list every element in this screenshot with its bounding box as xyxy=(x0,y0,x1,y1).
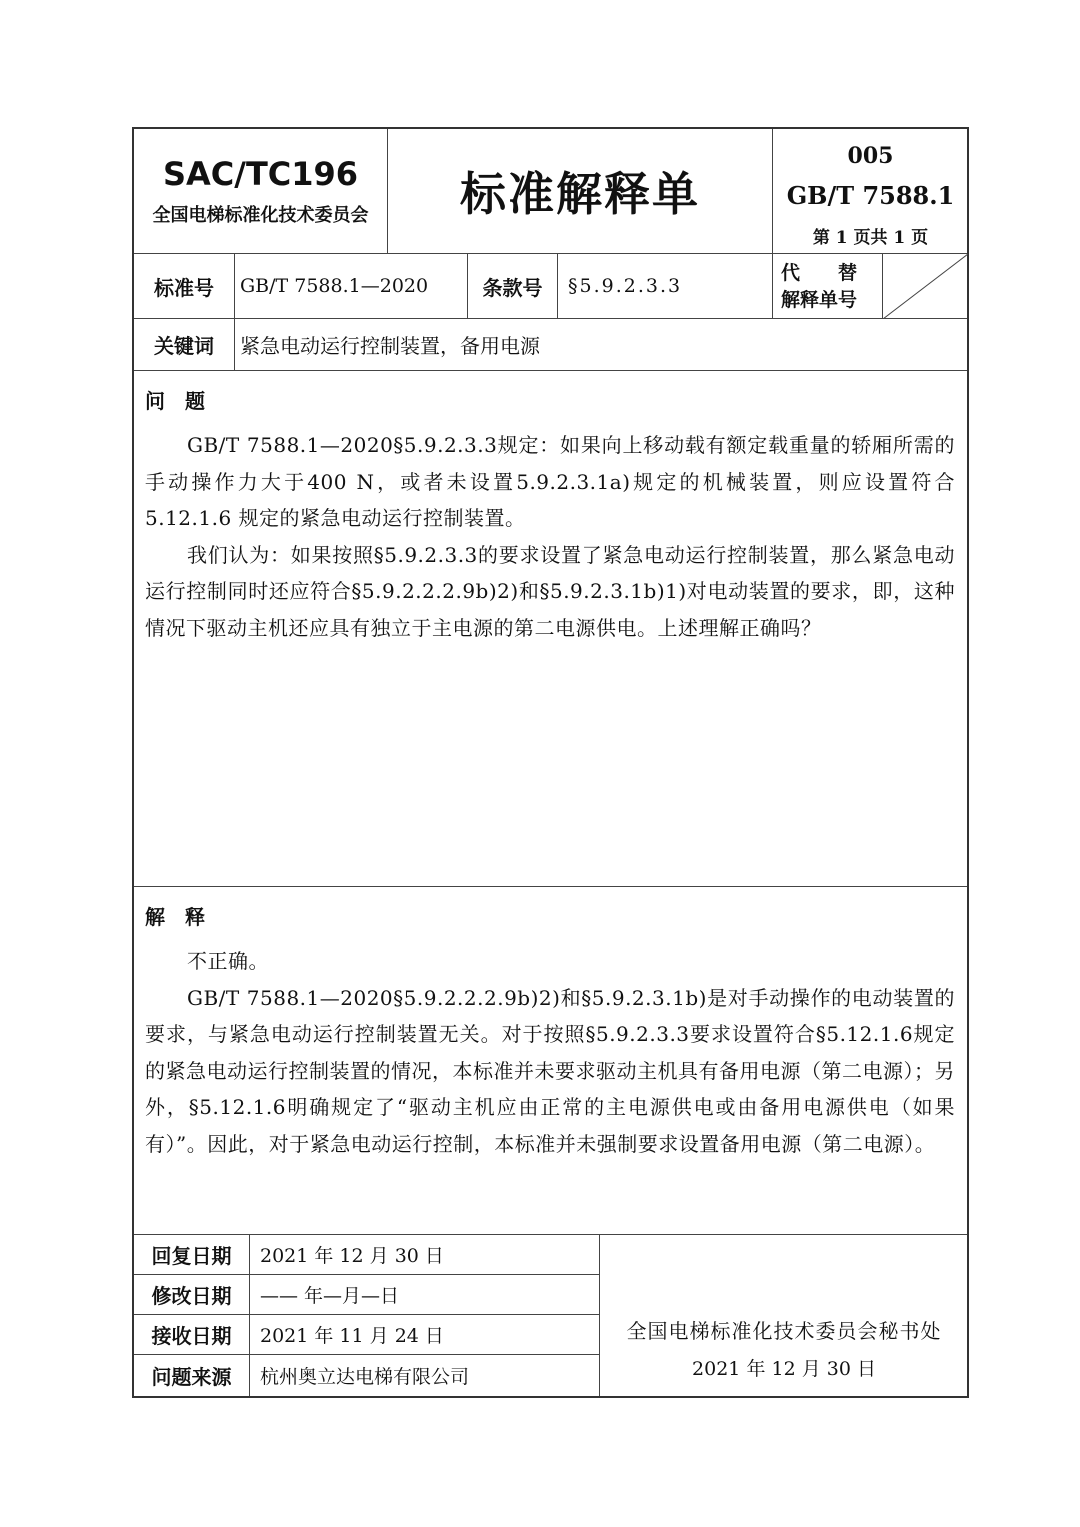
org-block xyxy=(134,129,387,253)
interpretation-form xyxy=(132,127,969,1398)
serial-number: 005 xyxy=(847,143,894,169)
receive-date-label: 接收日期 xyxy=(134,1314,249,1354)
issuer-block xyxy=(599,1234,967,1396)
question-title: 问 题 xyxy=(145,389,205,413)
replace-label-line1: 代 替 xyxy=(781,262,858,284)
replace-value xyxy=(882,253,967,318)
page-info: 第 1 页共 1 页 xyxy=(812,228,929,248)
question-section xyxy=(134,370,967,886)
form-title: 标准解释单 xyxy=(460,167,700,221)
org-name: 全国电梯标准化技术委员会 xyxy=(152,205,369,226)
standard-code: GB/T 7588.1 xyxy=(786,181,955,210)
receive-date-value: 2021 年 11 月 24 日 xyxy=(249,1314,599,1354)
source-label: 问题来源 xyxy=(134,1354,249,1396)
standard-no-value: GB/T 7588.1—2020 xyxy=(234,253,467,318)
explanation-paragraph: GB/T 7588.1—2020§5.9.2.2.2.9b)2)和§5.9.2.3.1b)是对手动操作的电动装置的要求，与紧急电动运行控制装置无关。对于按照§5.9.2.3.3要求设置符合§5.12.1.6规定的紧急电动运行控制装置的情况，本标准并未要求驱动主机具有备用电源（第二电源）；另外，§5.12.1.6明确规定了“驱动主机应由正常的主电源供电或由备用电源供电（如果有）”。因此，对于紧急电动运行控制，本标准并未强制要求设置备用电源（第二电源）。 xyxy=(145,985,955,1156)
reply-date-value: 2021 年 12 月 30 日 xyxy=(249,1234,599,1274)
explanation-paragraph: 不正确。 xyxy=(187,949,269,973)
doc-id-block xyxy=(772,129,967,253)
question-paragraph: GB/T 7588.1—2020§5.9.2.3.3规定：如果向上移动载有额定载重量的轿厢所需的手动操作力大于400 N，或者未设置5.9.2.3.1a)规定的机械装置，则应设置符合5.12.1.6 规定的紧急电动运行控制装置。 xyxy=(145,433,955,530)
source-value: 杭州奥立达电梯有限公司 xyxy=(249,1354,599,1396)
issuer-name: 全国电梯标准化技术委员会秘书处 xyxy=(626,1319,942,1343)
empty-slash xyxy=(883,254,968,319)
standard-no-label: 标准号 xyxy=(134,253,234,318)
org-code: SAC/TC196 xyxy=(162,155,359,193)
revise-date-label: 修改日期 xyxy=(134,1274,249,1314)
replace-label xyxy=(772,253,882,318)
revise-date-value: —— 年—月—日 xyxy=(249,1274,599,1314)
explanation-title: 解 释 xyxy=(145,905,205,929)
issue-date: 2021 年 12 月 30 日 xyxy=(692,1358,876,1380)
explanation-section xyxy=(134,886,967,1234)
replace-label-line2: 解释单号 xyxy=(781,289,858,311)
clause-label: 条款号 xyxy=(467,253,557,318)
clause-value: §5.9.2.3.3 xyxy=(557,253,772,318)
keywords-label: 关键词 xyxy=(134,318,234,370)
keywords-value: 紧急电动运行控制装置，备用电源 xyxy=(234,318,967,370)
form-title-block xyxy=(387,129,772,253)
question-paragraph: 我们认为：如果按照§5.9.2.3.3的要求设置了紧急电动运行控制装置，那么紧急电动运行控制同时还应符合§5.9.2.2.2.9b)2)和§5.9.2.3.1b)1)对电动装置的要求，即，这种情况下驱动主机还应具有独立于主电源的第二电源供电。上述理解正确吗？ xyxy=(145,542,955,640)
reply-date-label: 回复日期 xyxy=(134,1234,249,1274)
